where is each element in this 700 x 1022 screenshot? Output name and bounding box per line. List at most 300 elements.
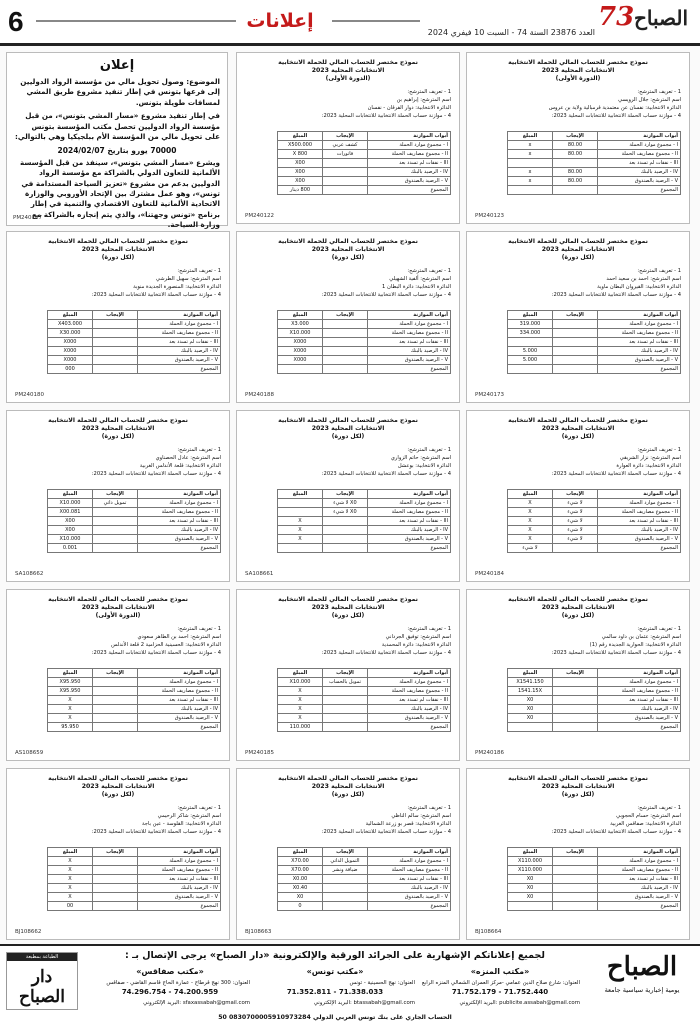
table-header-row (508, 669, 681, 678)
field-district: الدائرة الانتخابية: صفاقس الغربية (610, 821, 681, 828)
row-amount: X000 (278, 356, 323, 365)
table-row (508, 320, 681, 329)
form-ref: SA108662 (15, 571, 44, 577)
header-amount: المبلغ (48, 311, 93, 320)
row-label: III - نفقات لم تسدد بعد (367, 875, 450, 884)
row-income (553, 356, 598, 365)
office-tunis (255, 966, 415, 1007)
row-amount: X0 (508, 893, 553, 902)
table-header-row (278, 669, 451, 678)
header-income: الإيجاب (323, 848, 368, 857)
budget-table (47, 489, 221, 553)
header-amount: المبلغ (508, 311, 553, 320)
office-menzah-email: publicite.assabah@gmail.com :البريد الإلكتروني (459, 999, 580, 1006)
footer-logo-tagline: يومية إخبارية سياسية جامعة (604, 986, 680, 994)
field-district: الدائرة الانتخابية: القلوسة - عين باجة (142, 821, 221, 828)
table-row (48, 526, 221, 535)
field-candidate-label: 1 - تعريف المترشح: (407, 805, 451, 811)
table-row (508, 329, 681, 338)
table-total-row (278, 723, 451, 732)
table-total-row (508, 902, 681, 911)
office-menzah (420, 966, 580, 1007)
office-menzah-title: «مكتب المنزه» (470, 967, 530, 976)
row-income (323, 320, 368, 329)
header-budget: أبواب الموازنة (367, 490, 450, 499)
table-row (48, 875, 221, 884)
form-ref: SA108661 (245, 571, 274, 577)
form-title: نموذج مختصر للحساب المالي للحملة الانتخابية (48, 238, 188, 245)
row-amount: X (278, 696, 323, 705)
announcement-paragraph-2: ويشرع «مسار المشي بتونس»، سينفذ من قبل المؤسسة الألمانية للتعاون الدولي بالشراكة مع مؤسسة الرواد الدوليين بدعم من مشروع «تعزيز السياحة المستدامة في تونس»، وهو عمل مشترك بين الإتحاد الأوروبي والوزارة الاتحادية الألمانية للتعاون الاقتصادي والتنمية في إطار برنامج «تونس وجهتنا»، والذي يتم إنجازه بالشراكة مع وزارة السياحة. (19, 157, 220, 230)
row-label: II - مجموع مصاريف الحملة (367, 150, 450, 159)
field-candidate-label: 1 - تعريف المترشح: (177, 268, 221, 274)
row-income (93, 857, 138, 866)
header-income: الإيجاب (323, 311, 368, 320)
form-fields (245, 88, 451, 120)
row-label: II - مجموع مصاريف الحملة (367, 866, 450, 875)
form-fields (245, 804, 451, 836)
form-round: (لكل دورة) (331, 254, 365, 261)
row-label: IV - الرصيد بالبنك (137, 347, 220, 356)
form-ref: PM240122 (245, 213, 275, 219)
row-label: V - الرصيد بالصندوق (137, 714, 220, 723)
table-row (278, 159, 451, 168)
header-amount: المبلغ (508, 490, 553, 499)
row-amount: X (508, 535, 553, 544)
row-label: II - مجموع مصاريف الحملة (137, 687, 220, 696)
row-label: IV - الرصيد بالبنك (367, 526, 450, 535)
table-row (48, 499, 221, 508)
row-income (323, 159, 368, 168)
header-budget: أبواب الموازنة (367, 132, 450, 141)
row-income: لا شيء (553, 535, 598, 544)
row-amount: X000 (48, 347, 93, 356)
row-amount: X110.000 (508, 857, 553, 866)
table-row (278, 347, 451, 356)
form-title: نموذج مختصر للحساب المالي للحملة الانتخابية (278, 59, 418, 66)
total-income (553, 723, 598, 732)
total-income (323, 544, 368, 553)
form-ref: PM240188 (245, 392, 275, 398)
form-round: (الدورة الأولى) (95, 612, 141, 619)
row-amount: X (48, 866, 93, 875)
row-label: IV - الرصيد بالبنك (597, 884, 680, 893)
header-income: الإيجاب (93, 669, 138, 678)
table-row (278, 499, 451, 508)
form-ref: PM240186 (475, 750, 505, 756)
announcement-subject: الموضوع: وصول تحويل مالي من مؤسسة الرواد الدوليين إلى فرعها بتونس في إطار تنفيذ مشروع طريق المشي لمسافات طويلة بتونس. (20, 77, 220, 107)
total-income (553, 186, 598, 195)
row-income: لا شيء (553, 517, 598, 526)
finance-form-9 (466, 589, 690, 761)
office-sfax-title: «مكتب صفاقس» (136, 967, 204, 976)
form-round: (لكل دورة) (101, 254, 135, 261)
row-income (93, 338, 138, 347)
row-amount: X (48, 884, 93, 893)
header-amount: المبلغ (508, 132, 553, 141)
table-row (48, 866, 221, 875)
field-candidate-label: 1 - تعريف المترشح: (407, 626, 451, 632)
row-income (553, 696, 598, 705)
table-header-row (48, 669, 221, 678)
row-income (553, 857, 598, 866)
row-income (323, 347, 368, 356)
table-header-row (508, 848, 681, 857)
form-subtitle: الانتخابات المحلية 2023 (311, 67, 385, 74)
row-amount: X30.000 (48, 329, 93, 338)
table-row (48, 857, 221, 866)
total-income (323, 186, 368, 195)
field-budget-label: 4 - موازنة حساب الحملة الانتخابية للانتخابات المحلية 2023: (91, 292, 221, 299)
row-label: IV - الرصيد بالبنك (367, 884, 450, 893)
total-amount: 0.001 (48, 544, 93, 553)
field-candidate-label: 1 - تعريف المترشح: (407, 268, 451, 274)
row-income: ضيافة ونشر (323, 866, 368, 875)
budget-table (277, 489, 451, 553)
total-label: المجموع (597, 186, 680, 195)
row-amount: X (508, 508, 553, 517)
total-income (323, 902, 368, 911)
row-income (553, 687, 598, 696)
row-amount: x (508, 150, 553, 159)
form-title: نموذج مختصر للحساب المالي للحملة الانتخابية (48, 775, 188, 782)
field-candidate-name: اسم المترشح: جلال الرويسي (618, 97, 681, 104)
row-amount: X0 (508, 884, 553, 893)
table-row (278, 329, 451, 338)
total-label: المجموع (367, 186, 450, 195)
finance-form-5 (6, 231, 230, 403)
row-label: I - مجموع موارد الحملة (597, 678, 680, 687)
form-round: (الدورة الأولى) (555, 75, 601, 82)
field-budget-label: 4 - موازنة حساب الحملة الانتخابية للانتخابات المحلية 2023: (91, 471, 221, 478)
row-label: II - مجموع مصاريف الحملة (137, 508, 220, 517)
total-label: المجموع (597, 723, 680, 732)
table-row (278, 338, 451, 347)
row-income (553, 338, 598, 347)
table-row (508, 526, 681, 535)
row-amount: X95.950 (48, 687, 93, 696)
row-income (93, 320, 138, 329)
row-label: IV - الرصيد بالبنك (367, 347, 450, 356)
page-number: 6 (8, 6, 24, 37)
header-income: الإيجاب (553, 132, 598, 141)
field-candidate-label: 1 - تعريف المترشح: (407, 89, 451, 95)
row-amount (508, 338, 553, 347)
form-subtitle: الانتخابات المحلية 2023 (311, 783, 385, 790)
row-amount: X (48, 875, 93, 884)
form-fields (245, 267, 451, 299)
field-budget-label: 4 - موازنة حساب الحملة الانتخابية للانتخابات المحلية 2023: (321, 471, 451, 478)
form-round: (لكل دورة) (331, 612, 365, 619)
table-header-row (508, 311, 681, 320)
form-subtitle: الانتخابات المحلية 2023 (81, 783, 155, 790)
table-header-row (508, 490, 681, 499)
row-amount: X00.081 (48, 508, 93, 517)
row-amount: X403.000 (48, 320, 93, 329)
row-label: III - نفقات لم تسدد بعد (597, 696, 680, 705)
row-amount: x (508, 168, 553, 177)
office-tunis-email: btassabah@gmail.com :البريد الإلكتروني (313, 999, 415, 1006)
row-label: III - نفقات لم تسدد بعد (597, 875, 680, 884)
office-tunis-title: «مكتب تونس» (306, 967, 364, 976)
form-round: (لكل دورة) (331, 791, 365, 798)
field-district: الدائرة الانتخابية: دائرة المحمدية (381, 642, 451, 649)
form-fields (475, 625, 681, 657)
field-candidate-name: اسم المترشح: احمد بن الطاهر سعودي (137, 634, 221, 641)
row-amount: 319.000 (508, 320, 553, 329)
total-amount: 000 (48, 365, 93, 374)
total-amount (508, 186, 553, 195)
form-subtitle: الانتخابات المحلية 2023 (541, 67, 615, 74)
finance-form-7 (236, 410, 460, 582)
table-row (278, 177, 451, 186)
row-amount: 1541.15X (508, 687, 553, 696)
anniversary-number: 73 (598, 2, 635, 32)
table-row (278, 168, 451, 177)
row-label: III - نفقات لم تسدد بعد (367, 517, 450, 526)
table-row (508, 893, 681, 902)
total-label: المجموع (597, 365, 680, 374)
row-label: III - نفقات لم تسدد بعد (137, 517, 220, 526)
header-amount: المبلغ (508, 669, 553, 678)
table-row (508, 705, 681, 714)
row-income: 80.00 (553, 150, 598, 159)
budget-table (507, 489, 681, 553)
field-candidate-label: 1 - تعريف المترشح: (177, 805, 221, 811)
row-amount: X (278, 526, 323, 535)
row-income (93, 508, 138, 517)
form-round: (لكل دورة) (101, 433, 135, 440)
total-amount: لا شيء (508, 544, 553, 553)
table-row (48, 329, 221, 338)
field-candidate-label: 1 - تعريف المترشح: (637, 447, 681, 453)
row-amount: X (278, 687, 323, 696)
finance-form-13 (236, 768, 460, 940)
field-district: الدائرة الانتخابية: دائرة العوارة (616, 463, 681, 470)
row-amount: X (278, 714, 323, 723)
table-row (48, 705, 221, 714)
row-amount: X0 (508, 875, 553, 884)
row-label: V - الرصيد بالصندوق (137, 535, 220, 544)
budget-table (507, 310, 681, 374)
header-budget: أبواب الموازنة (597, 490, 680, 499)
row-income: كشف عربي (323, 141, 368, 150)
table-row (278, 526, 451, 535)
row-income (93, 696, 138, 705)
header-budget: أبواب الموازنة (137, 669, 220, 678)
table-row (278, 141, 451, 150)
table-row (278, 705, 451, 714)
table-total-row (278, 544, 451, 553)
table-row (508, 159, 681, 168)
field-candidate-label: 1 - تعريف المترشح: (637, 805, 681, 811)
form-subtitle: الانتخابات المحلية 2023 (311, 246, 385, 253)
form-fields (475, 88, 681, 120)
row-label: I - مجموع موارد الحملة (367, 857, 450, 866)
table-row (278, 687, 451, 696)
total-label: المجموع (137, 723, 220, 732)
field-candidate-label: 1 - تعريف المترشح: (177, 626, 221, 632)
header-amount: المبلغ (48, 490, 93, 499)
total-amount: 00 (48, 902, 93, 911)
table-total-row (48, 365, 221, 374)
finance-form-3 (466, 231, 690, 403)
header-budget: أبواب الموازنة (137, 490, 220, 499)
field-district: الدائرة الانتخابية: قصر بو زرعة الشمالية (365, 821, 451, 828)
row-amount: X0 (278, 893, 323, 902)
finance-form-6 (466, 410, 690, 582)
row-label: V - الرصيد بالصندوق (597, 356, 680, 365)
office-sfax-email: sfaxassabah@gmail.com :البريد الإلكتروني (143, 999, 250, 1006)
form-title: نموذج مختصر للحساب المالي للحملة الانتخابية (508, 775, 648, 782)
row-income (323, 535, 368, 544)
form-title: نموذج مختصر للحساب المالي للحملة الانتخابية (508, 238, 648, 245)
row-label: V - الرصيد بالصندوق (597, 893, 680, 902)
budget-table (277, 310, 451, 374)
row-income (93, 329, 138, 338)
form-fields (15, 804, 221, 836)
form-subtitle: الانتخابات المحلية 2023 (541, 783, 615, 790)
row-income: التمويل الذاتي (323, 857, 368, 866)
form-title: نموذج مختصر للحساب المالي للحملة الانتخابية (48, 417, 188, 424)
header-budget: أبواب الموازنة (597, 311, 680, 320)
finance-form-8 (6, 410, 230, 582)
printer-band: الطباعة بمطبعة (7, 953, 77, 961)
field-budget-label: 4 - موازنة حساب الحملة الانتخابية للانتخابات المحلية 2023: (551, 113, 681, 120)
form-subtitle: الانتخابات المحلية 2023 (81, 425, 155, 432)
total-amount: 110.000 (278, 723, 323, 732)
row-income (323, 329, 368, 338)
header-income: الإيجاب (323, 669, 368, 678)
table-row (278, 875, 451, 884)
table-header-row (508, 132, 681, 141)
finance-form-11 (6, 589, 230, 761)
table-row (48, 320, 221, 329)
table-row (508, 508, 681, 517)
row-amount: X (508, 499, 553, 508)
field-budget-label: 4 - موازنة حساب الحملة الانتخابية للانتخابات المحلية 2023: (91, 829, 221, 836)
total-amount: 95.950 (48, 723, 93, 732)
row-amount: X500.000 (278, 141, 323, 150)
budget-table (277, 668, 451, 732)
row-label: I - مجموع موارد الحملة (137, 499, 220, 508)
row-amount: X95.950 (48, 678, 93, 687)
header-budget: أبواب الموازنة (367, 669, 450, 678)
office-tunis-address: العنوان: نهج الحسينية - تونس (349, 979, 415, 986)
form-ref: PM240180 (15, 392, 45, 398)
row-amount: X00 (48, 526, 93, 535)
row-label: II - مجموع مصاريف الحملة (367, 508, 450, 517)
table-header-row (278, 848, 451, 857)
row-income (323, 338, 368, 347)
field-district: الدائرة الانتخابية: دائرة البطان 1 (381, 284, 451, 291)
total-income (93, 365, 138, 374)
table-row (508, 177, 681, 186)
table-row (508, 168, 681, 177)
row-income (93, 347, 138, 356)
field-candidate-label: 1 - تعريف المترشح: (637, 626, 681, 632)
row-label: I - مجموع موارد الحملة (137, 320, 220, 329)
row-income (93, 705, 138, 714)
header-income: الإيجاب (553, 490, 598, 499)
form-ref: PM240123 (475, 213, 505, 219)
issue-dateline: العدد 23876 السنة 74 - السبت 10 فيفري 2024 (427, 28, 595, 37)
row-income (553, 320, 598, 329)
header-amount: المبلغ (278, 848, 323, 857)
row-amount: 800 X (278, 150, 323, 159)
row-label: II - مجموع مصاريف الحملة (597, 150, 680, 159)
row-label: III - نفقات لم تسدد بعد (597, 338, 680, 347)
row-amount: X3.000 (278, 320, 323, 329)
header-income: الإيجاب (553, 669, 598, 678)
form-subtitle: الانتخابات المحلية 2023 (541, 425, 615, 432)
row-amount: X00 (278, 177, 323, 186)
table-row (48, 535, 221, 544)
form-fields (475, 804, 681, 836)
row-label: I - مجموع موارد الحملة (367, 499, 450, 508)
budget-table (507, 668, 681, 732)
row-label: IV - الرصيد بالبنك (597, 347, 680, 356)
footer-logo (590, 952, 694, 1012)
header-budget: أبواب الموازنة (137, 848, 220, 857)
form-subtitle: الانتخابات المحلية 2023 (81, 246, 155, 253)
row-income: تمويل بالحساب (323, 678, 368, 687)
form-ref: PM240185 (245, 750, 275, 756)
row-income (323, 526, 368, 535)
total-amount (278, 365, 323, 374)
field-candidate-name: اسم المترشح: نزار الشريقي (619, 455, 681, 462)
form-round: (لكل دورة) (561, 433, 595, 440)
header-divider-right (332, 20, 420, 22)
header-income: الإيجاب (553, 311, 598, 320)
office-menzah-address: العنوان: شارع صلاح الدين عمامي -مركز العمران الشمالي المنزه الرابع (421, 979, 580, 986)
table-row (48, 338, 221, 347)
row-income (93, 678, 138, 687)
header-amount: المبلغ (508, 848, 553, 857)
budget-table (47, 668, 221, 732)
row-label: V - الرصيد بالصندوق (367, 356, 450, 365)
field-district: الدائرة الانتخابية: المنصورة الجديدة منوبة (133, 284, 221, 291)
row-income (553, 347, 598, 356)
table-row (508, 347, 681, 356)
table-row (508, 535, 681, 544)
table-total-row (48, 544, 221, 553)
row-amount: X (278, 535, 323, 544)
form-subtitle: الانتخابات المحلية 2023 (81, 604, 155, 611)
field-candidate-label: 1 - تعريف المترشح: (177, 447, 221, 453)
budget-table (47, 847, 221, 911)
row-amount: X0.40 (278, 884, 323, 893)
row-income (93, 687, 138, 696)
row-income (93, 893, 138, 902)
section-title: إعلانات (246, 10, 314, 32)
form-title: نموذج مختصر للحساب المالي للحملة الانتخابية (278, 596, 418, 603)
table-row (278, 150, 451, 159)
row-label: I - مجموع موارد الحملة (597, 499, 680, 508)
form-title: نموذج مختصر للحساب المالي للحملة الانتخابية (278, 238, 418, 245)
row-income (323, 687, 368, 696)
row-income (93, 535, 138, 544)
total-label: المجموع (367, 365, 450, 374)
field-candidate-name: اسم المترشح: حسام الحجوبي (616, 813, 681, 820)
table-row (278, 320, 451, 329)
row-income: 80.00 (553, 141, 598, 150)
form-fields (15, 446, 221, 478)
row-income (323, 177, 368, 186)
table-row (48, 714, 221, 723)
form-title: نموذج مختصر للحساب المالي للحملة الانتخابية (508, 417, 648, 424)
table-row (508, 141, 681, 150)
